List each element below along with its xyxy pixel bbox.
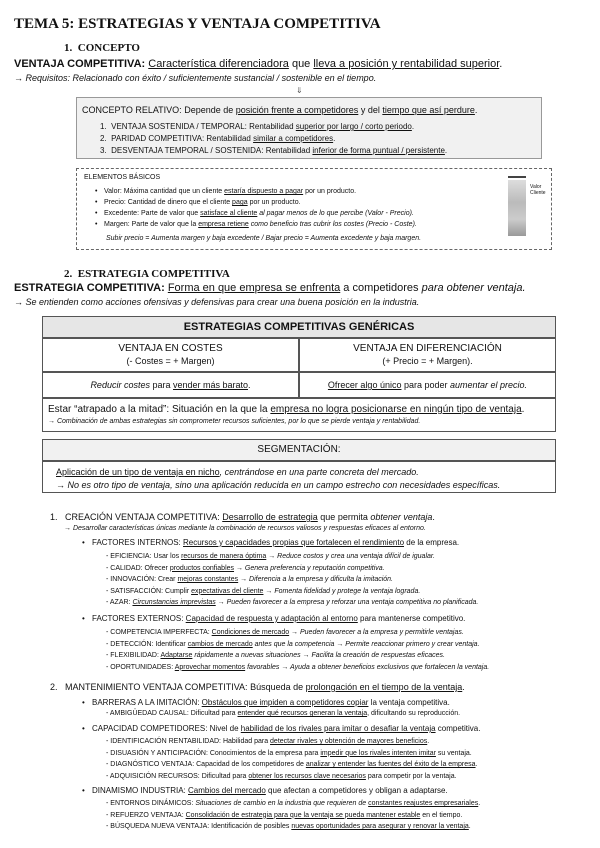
- stuck-part: .: [521, 404, 525, 415]
- item-text: nuevas oportunidades para asegurar y renovar la ventaja: [291, 823, 469, 831]
- group-part: que afectan a competidores y obligan a adaptarse.: [265, 786, 448, 795]
- item-text: .: [333, 134, 336, 143]
- group-part: competitiva.: [435, 724, 481, 733]
- item-text: Situaciones de cambio en la industria que requieren de: [193, 800, 369, 807]
- factor-part: de la empresa.: [404, 538, 460, 547]
- bullet-icon: •: [82, 538, 85, 547]
- item-text: cambios de mercado: [187, 640, 253, 648]
- item-text: → Genera preferencia y reputación competitiva.: [234, 564, 385, 572]
- differentiation-body: [299, 380, 556, 390]
- differentiation-heading: [299, 343, 556, 367]
- value-bar: [508, 180, 526, 236]
- value-diagram-thumbnail: [508, 176, 548, 240]
- list-item: - DIAGNÓSTICO VENTAJA: Capacidad de los competidores de analizar y entender las fuentes del éxito de la empresa.: [106, 761, 478, 769]
- segmentation-part: Aplicación de un tipo de ventaja en nicho: [56, 467, 220, 477]
- section-number: 2.: [64, 268, 73, 280]
- list-item: - EFICIENCIA: Usar los recursos de manera óptima → Reduce costos y crea una ventaja difícil de igualar.: [106, 553, 435, 560]
- list-item: - DETECCIÓN: Identificar cambios de mercado antes que la competencia → Permite reaccionar primero y crear ventaja.: [106, 640, 480, 648]
- list-item: - FLEXIBILIDAD: Adaptarse rápidamente a nuevas situaciones → Facilita la creación de respuestas eficaces.: [106, 652, 445, 660]
- item-key: DESVENTAJA TEMPORAL / SOSTENIDA:: [111, 146, 264, 155]
- elementos-note: Subir precio = Aumenta margen y baja excedente / Bajar precio = Aumenta excedente y baja margen.: [106, 235, 422, 242]
- item-key: ENTORNOS DINÁMICOS:: [110, 800, 194, 807]
- item-key: BÚSQUEDA NUEVA VENTAJA:: [110, 823, 210, 831]
- item-text: su ventaja.: [435, 749, 472, 757]
- item-text: detectar rivales y obtención de mayores beneficios: [270, 738, 428, 745]
- item-text: Crear: [156, 576, 178, 584]
- thumbnail-caption: Valor Cliente: [530, 184, 546, 196]
- item-text: inferior de forma puntual / persistente: [312, 146, 445, 155]
- item-text: .: [468, 823, 471, 831]
- item-key: Margen:: [104, 221, 130, 228]
- item-key: PARIDAD COMPETITIVA:: [111, 134, 205, 143]
- elementos-list: [104, 186, 421, 244]
- bullet-icon: •: [82, 724, 85, 733]
- group-key: BARRERAS A LA IMITACIÓN:: [92, 698, 200, 707]
- item-text: en el tiempo.: [420, 811, 463, 819]
- item-text: Capacidad de los competidores de: [194, 761, 306, 769]
- group-part: la ventaja competitiva.: [368, 698, 450, 707]
- external-factors: [82, 614, 466, 623]
- relativo-label: CONCEPTO RELATIVO:: [82, 105, 182, 115]
- item-text: → Reduce costos y crea una ventaja difícil de igualar.: [266, 553, 435, 560]
- list-item: - AMBIGÜEDAD CAUSAL: Dificultad para entender qué recursos generan la ventaja, dificultando su reproducción.: [106, 710, 461, 717]
- stuck-part: empresa no logra posicionarse en ningún tipo de ventaja: [270, 404, 522, 415]
- concepto-relativo-line: [82, 105, 477, 115]
- list-item: [104, 197, 421, 208]
- item-number: 1.: [50, 512, 58, 522]
- item-text: .: [444, 146, 448, 155]
- definition-part: a competidores: [340, 282, 422, 294]
- list-item: [104, 186, 421, 197]
- item-text: Conocimientos de la empresa para: [207, 749, 321, 757]
- item-key: VENTAJA SOSTENIDA / TEMPORAL:: [111, 122, 247, 131]
- item-text: entender qué recursos generan la ventaja: [237, 710, 368, 717]
- item-text: Rentabilidad: [246, 122, 296, 131]
- cost-body: [42, 380, 299, 390]
- relativo-part: y del: [358, 105, 383, 115]
- cost-heading: [42, 343, 299, 367]
- item-text: Rentabilidad: [204, 134, 254, 143]
- item-text: Máxima cantidad que un cliente: [121, 188, 225, 195]
- segmentation-line: [56, 466, 500, 479]
- item-text: → Diferencia a la empresa y dificulta la imitación.: [238, 576, 393, 584]
- item-text: paga: [232, 199, 248, 206]
- barreras-group: [82, 698, 450, 707]
- item-key: AMBIGÜEDAD CAUSAL:: [109, 710, 189, 717]
- item-text: estaría dispuesto a pagar: [224, 188, 304, 195]
- item-text: analizar y entender las fuentes del éxito de la empresa: [305, 761, 476, 769]
- diff-body-part: Ofrecer algo único: [327, 380, 402, 390]
- item-key: REFUERZO VENTAJA:: [110, 811, 184, 819]
- group-key: DINAMISMO INDUSTRIA:: [92, 786, 186, 795]
- external-list: [106, 627, 489, 673]
- cost-body-part: para: [149, 380, 173, 390]
- item-text: → Fomenta fidelidad y protege la ventaja lograda.: [263, 587, 421, 595]
- definition-part: .: [499, 58, 503, 70]
- creation-title: CREACIÓN VENTAJA COMPETITIVA:: [65, 512, 220, 522]
- item-text: Identificación de posibles: [209, 823, 292, 831]
- factor-key: FACTORES INTERNOS:: [92, 538, 181, 547]
- bullet-icon: •: [82, 698, 85, 707]
- item-key: DETECCIÓN:: [110, 640, 154, 648]
- section-heading-concepto: [64, 42, 140, 54]
- item-key: EFICIENCIA:: [110, 553, 152, 560]
- item-text: Cantidad de dinero que el cliente: [125, 199, 233, 206]
- stuck-part: Estar “atrapado a la mitad”: Situación en la que la: [48, 404, 271, 415]
- list-item: - DISUASIÓN Y ANTICIPACIÓN: Conocimientos de la empresa para impedir que los rivales intenten imitar su ventaja.: [106, 749, 472, 757]
- bullet-icon: •: [82, 786, 85, 795]
- group-part: Cambios del mercado: [188, 786, 266, 795]
- item-text: por un producto.: [303, 188, 357, 195]
- item-text: favorables → Ayuda a obtener beneficios exclusivos que fortalecen la ventaja.: [245, 663, 490, 671]
- cost-subtitle: (- Costes = + Margen): [126, 356, 215, 366]
- item-text: obtener los recursos clave necesarios: [248, 772, 366, 780]
- relativo-part: .: [474, 105, 478, 115]
- item-key: AZAR:: [109, 599, 131, 607]
- page-title: TEMA 5: ESTRATEGIAS Y VENTAJA COMPETITIVA: [14, 16, 381, 32]
- creation-part: obtener ventaja: [370, 512, 433, 522]
- item-text: Adaptarse: [160, 652, 193, 660]
- section-heading-estrategia: [64, 268, 230, 280]
- item-text: similar a competidores: [253, 134, 334, 143]
- item-key: SATISFACCIÓN:: [110, 587, 164, 595]
- list-item: - SATISFACCIÓN: Cumplir expectativas del cliente → Fomenta fidelidad y protege la ventaja lograda.: [106, 587, 421, 595]
- item-text: → Pueden favorecer a la empresa y permitirle ventajas.: [289, 629, 464, 636]
- item-text: Identificar: [153, 640, 188, 648]
- item-text: Condiciones de mercado: [211, 629, 290, 636]
- table-header: ESTRATEGIAS COMPETITIVAS GENÉRICAS: [183, 321, 415, 333]
- list-item: [100, 121, 447, 133]
- list-item: - REFUERZO VENTAJA: Consolidación de estrategia para que la ventaja se pueda mantener estable en el tiempo.: [106, 811, 463, 819]
- item-text: , dificultando su reproducción.: [367, 710, 461, 717]
- factor-key: FACTORES EXTERNOS:: [92, 614, 184, 623]
- item-key: IDENTIFICACIÓN RENTABILIDAD:: [110, 738, 221, 745]
- differentiation-title: VENTAJA EN DIFERENCIACIÓN: [353, 343, 502, 354]
- item-key: Valor:: [104, 188, 122, 195]
- group-part: habilidad de los rivales para imitar o desafiar la ventaja: [240, 724, 436, 733]
- segmentation-line: → No es otro tipo de ventaja, sino una aplicación reducida en un campo estrecho con necesidades específicas.: [56, 480, 501, 490]
- item-text: .: [411, 122, 415, 131]
- requisitos-note: → Requisitos: Relacionado con éxito / suficientemente sustancial / sostenible en el tiempo.: [14, 73, 377, 83]
- cost-body-part: .: [248, 380, 251, 390]
- creation-sub: → Desarrollar características únicas mediante la combinación de recursos valiosos y respuestas eficaces al entorno.: [64, 525, 426, 532]
- item-text: como beneficio tras cubrir los costes (Precio - Coste).: [248, 221, 417, 228]
- differentiation-subtitle: (+ Precio = + Margen).: [382, 356, 473, 366]
- maintenance-part: Búsqueda de: [247, 682, 306, 692]
- segmentation-part: , centrándose en una parte concreta del mercado.: [219, 467, 419, 477]
- list-item: - AZAR: Circunstancias imprevistas → Pueden favorecer a la empresa y reforzar una ventaja competitiva no planificada.: [106, 599, 479, 607]
- item-text: Habilidad para: [221, 738, 271, 745]
- list-item: - OPORTUNIDADES: Aprovechar momentos favorables → Ayuda a obtener beneficios exclusivos que fortalecen la ventaja.: [106, 663, 490, 671]
- dinamismo-list: [106, 798, 480, 833]
- capacidad-list: [106, 736, 477, 782]
- item-key: COMPETENCIA IMPERFECTA:: [110, 629, 210, 636]
- item-text: .: [427, 738, 430, 745]
- section-title: CONCEPTO: [77, 42, 140, 54]
- item-text: productos confiables: [169, 564, 235, 572]
- segmentation-body: [56, 466, 500, 492]
- value-bar-top: [508, 176, 526, 178]
- item-key: DIAGNÓSTICO VENTAJA:: [110, 761, 195, 769]
- item-text: satisface al cliente: [200, 210, 258, 217]
- creation-part: que permita: [317, 512, 371, 522]
- group-part: Obstáculos que impiden a competidores copiar: [201, 698, 369, 707]
- cost-title: VENTAJA EN COSTES: [118, 343, 223, 354]
- ventaja-definition: [14, 58, 502, 70]
- list-item: - COMPETENCIA IMPERFECTA: Condiciones de mercado → Pueden favorecer a la empresa y permitirle ventajas.: [106, 629, 464, 636]
- down-arrow-icon: ⇓: [296, 86, 303, 95]
- list-item: - IDENTIFICACIÓN RENTABILIDAD: Habilidad para detectar rivales y obtención de mayores beneficios.: [106, 738, 430, 745]
- definition-part: lleva a posición y rentabilidad superior: [313, 58, 500, 70]
- item-key: Precio:: [104, 199, 126, 206]
- item-text: Parte de valor que: [139, 210, 201, 217]
- section-title: ESTRATEGIA COMPETITIVA: [77, 268, 230, 280]
- section-number: 1.: [64, 42, 73, 54]
- item-text: → Pueden favorecer a la empresa y reforzar una ventaja competitiva no planificada.: [215, 599, 479, 607]
- relativo-part: tiempo que así perdure: [382, 105, 475, 115]
- definition-term: VENTAJA COMPETITIVA:: [14, 58, 146, 70]
- item-text: Circunstancias imprevistas: [132, 599, 216, 607]
- segmentation-header: SEGMENTACIÓN:: [257, 444, 341, 455]
- relativo-list: [100, 121, 447, 157]
- list-item: [104, 219, 421, 230]
- item-text: constantes reajustes empresariales: [368, 800, 479, 807]
- item-key: FLEXIBILIDAD:: [110, 652, 159, 660]
- list-item: - CALIDAD: Ofrecer productos confiables → Genera preferencia y reputación competitiva.: [106, 564, 385, 572]
- group-key: CAPACIDAD COMPETIDORES:: [92, 724, 208, 733]
- item-text: Consolidación de estrategia para que la ventaja se pueda mantener estable: [185, 811, 421, 819]
- creation-part: .: [432, 512, 435, 522]
- item-key: INNOVACIÓN:: [110, 576, 157, 584]
- item-text: Aprovechar momentos: [174, 663, 246, 671]
- bullet-icon: •: [82, 614, 85, 623]
- definition-part: Forma en que empresa se enfrenta: [167, 282, 341, 294]
- item-text: mejoras constantes: [177, 576, 239, 584]
- factor-part: Recursos y capacidades propias que fortalecen el rendimiento: [183, 538, 405, 547]
- diff-body-part: para poder: [401, 380, 451, 390]
- capacidad-group: [82, 724, 481, 733]
- item-text: para competir por la ventaja.: [365, 772, 457, 780]
- item-text: rápidamente a nuevas situaciones → Facilita la creación de respuestas eficaces.: [192, 652, 445, 660]
- internal-list: [106, 551, 478, 609]
- item-number: 2.: [100, 134, 107, 143]
- dinamismo-group: [82, 786, 448, 795]
- item-text: antes que la competencia → Permite reaccionar primero y crear ventaja.: [252, 640, 480, 648]
- diff-body-part: aumentar el precio.: [450, 380, 528, 390]
- item-text: Rentabilidad: [263, 146, 313, 155]
- creation-part: Desarrollo de estrategia: [222, 512, 318, 522]
- list-item: - BÚSQUEDA NUEVA VENTAJA: Identificación de posibles nuevas oportunidades para asegurar y renovar la ventaja.: [106, 823, 471, 831]
- item-number: 1.: [100, 122, 107, 131]
- item-text: recursos de manera óptima: [181, 553, 267, 560]
- relativo-part: posición frente a competidores: [235, 105, 359, 115]
- item-key: CALIDAD:: [110, 564, 143, 572]
- item-key: ADQUISICIÓN RECURSOS:: [109, 772, 200, 780]
- maintenance-title: MANTENIMIENTO VENTAJA COMPETITIVA:: [65, 682, 248, 692]
- definition-part: Característica diferenciadora: [148, 58, 289, 70]
- item-key: OPORTUNIDADES:: [110, 663, 174, 671]
- item-text: al pagar menos de lo que percibe (Valor - Precio).: [257, 210, 414, 217]
- list-item: - INNOVACIÓN: Crear mejoras constantes → Diferencia a la empresa y dificulta la imitación.: [106, 576, 393, 584]
- barreras-list: [106, 710, 460, 717]
- estrategia-note: → Se entienden como acciones ofensivas y defensivas para crear una buena posición en la industria.: [14, 297, 420, 307]
- list-item: [104, 208, 421, 219]
- factor-part: Capacidad de respuesta y adaptación al entorno: [185, 614, 358, 623]
- list-item: [100, 145, 447, 157]
- factor-part: para mantenerse competitivo.: [357, 614, 466, 623]
- cost-body-part: Reducir costes: [90, 380, 150, 390]
- estrategia-definition: [14, 282, 526, 294]
- maintenance-part: prolongación en el tiempo de la ventaja: [305, 682, 463, 692]
- definition-part: que: [288, 58, 314, 70]
- elementos-title: ELEMENTOS BÁSICOS: [84, 174, 161, 181]
- item-text: por un producto.: [247, 199, 301, 206]
- list-item: - ADQUISICIÓN RECURSOS: Dificultad para obtener los recursos clave necesarios para competir por la ventaja.: [106, 772, 457, 780]
- item-text: empresa retiene: [198, 221, 249, 228]
- item-text: Ofrecer: [142, 564, 170, 572]
- item-text: Usar los: [151, 553, 182, 560]
- item-text: .: [475, 761, 478, 769]
- definition-part: para obtener ventaja.: [421, 282, 526, 294]
- definition-term: ESTRATEGIA COMPETITIVA:: [14, 282, 165, 294]
- stuck-middle: [48, 404, 524, 415]
- item-number: 3.: [100, 146, 107, 155]
- item-text: expectativas del cliente: [191, 587, 264, 595]
- item-text: .: [478, 800, 481, 807]
- list-item: [100, 133, 447, 145]
- item-number: 2.: [50, 682, 58, 692]
- creation-heading: [50, 512, 435, 522]
- item-text: Parte de valor que la: [129, 221, 199, 228]
- item-text: Dificultad para: [199, 772, 249, 780]
- item-text: Cumplir: [163, 587, 192, 595]
- internal-factors: [82, 538, 460, 547]
- item-text: impedir que los rivales intenten imitar: [320, 749, 436, 757]
- group-part: Nivel de: [207, 724, 241, 733]
- maintenance-heading: [50, 682, 465, 692]
- relativo-part: Depende de: [181, 105, 236, 115]
- cost-body-part: vender más barato: [172, 380, 249, 390]
- maintenance-part: .: [462, 682, 465, 692]
- list-item: - ENTORNOS DINÁMICOS: Situaciones de cambio en la industria que requieren de constantes reajustes empresariales.: [106, 800, 481, 807]
- item-key: DISUASIÓN Y ANTICIPACIÓN:: [110, 749, 208, 757]
- item-text: Dificultad para: [188, 710, 238, 717]
- item-text: superior por largo / corto periodo: [295, 122, 412, 131]
- item-key: Excedente:: [104, 210, 140, 217]
- stuck-note: → Combinación de ambas estrategias sin comprometer recursos suficientes, por lo que se pierde ventaja y rentabilidad.: [48, 418, 421, 425]
